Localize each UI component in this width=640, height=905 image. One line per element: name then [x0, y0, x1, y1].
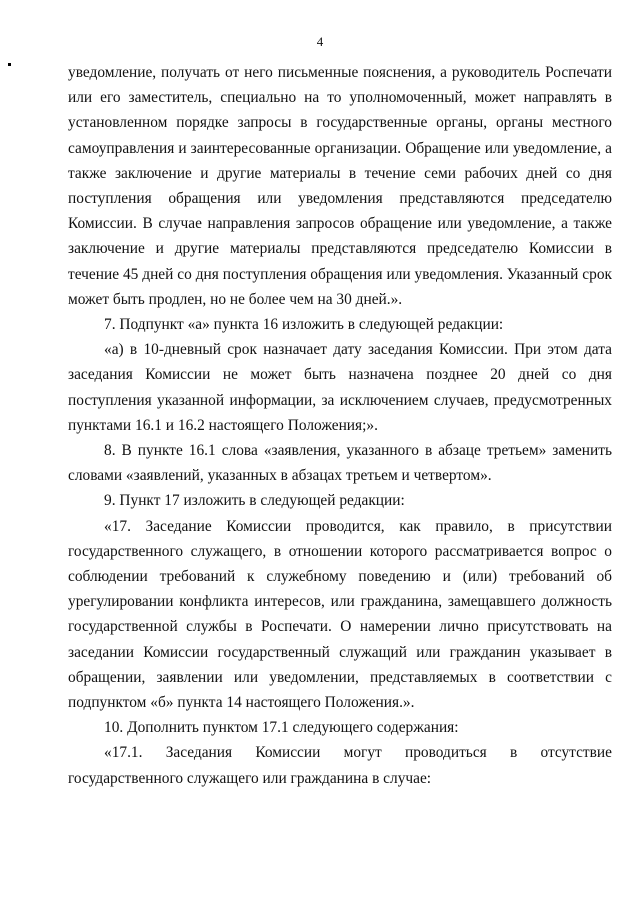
paragraph-item-17-text: «17. Заседание Комиссии проводится, как правило, в присутствии государственного служащего, в отношении которого рассматривается вопрос о соблюдении требований к служебному поведению и (или) требований об урегулировании конфликта интересов, или гражданина, замещавшего должность государственной службы в Роспечати. О намерении лично присутствовать на заседании Комиссии государственный служащий или гражданин указывает в обращении, заявлении или уведомлении, представляемых в соответствии с подпунктом «б» пункта 14 настоящего Положения.».: [68, 517, 612, 712]
paragraph-continuation: уведомление, получать от него письменные пояснения, а руководитель Роспечати или его заместитель, специально на то уполномоченный, может направлять в установленном порядке запросы в государственные органы, органы местного самоуправления и заинтересованные организации. Обращение или уведомление, а также заключение и другие материалы в течение семи рабочих дней со дня поступления обращения или уведомления представляются председателю Комиссии. В случае направления запросов обращение или уведомление, а также заключение и другие материалы представляются председателю Комиссии в течение 45 дней со дня поступления обращения или уведомления. Указанный срок может быть продлен, но не более чем на 30 дней.».: [68, 64, 612, 308]
page-number: 4: [316, 34, 324, 49]
paragraph-item-10: 10. Дополнить пунктом 17.1 следующего содержания:: [104, 719, 459, 737]
paragraph-item-17-1-text: «17.1. Заседания Комиссии могут проводиться в отсутствие государственного служащего или гражданина в случае:: [68, 744, 612, 787]
paragraph-item-7-text: «а) в 10-дневный срок назначает дату заседания Комиссии. При этом дата заседания Комиссии не может быть назначена позднее 20 дней со дня поступления указанной информации, за исключением случаев, предусмотренных пунктами 16.1 и 16.2 настоящего Положения;».: [68, 341, 612, 434]
document-body: [68, 60, 612, 791]
paragraph-item-9: 9. Пункт 17 изложить в следующей редакции:: [104, 492, 405, 510]
scan-artifact-dot: [8, 63, 11, 66]
paragraph-item-8: 8. В пункте 16.1 слова «заявления, указанного в абзаце третьем» заменить словами «заявлений, указанных в абзацах третьем и четвертом».: [68, 442, 612, 485]
paragraph-item-7: 7. Подпункт «а» пункта 16 изложить в следующей редакции:: [104, 316, 504, 334]
